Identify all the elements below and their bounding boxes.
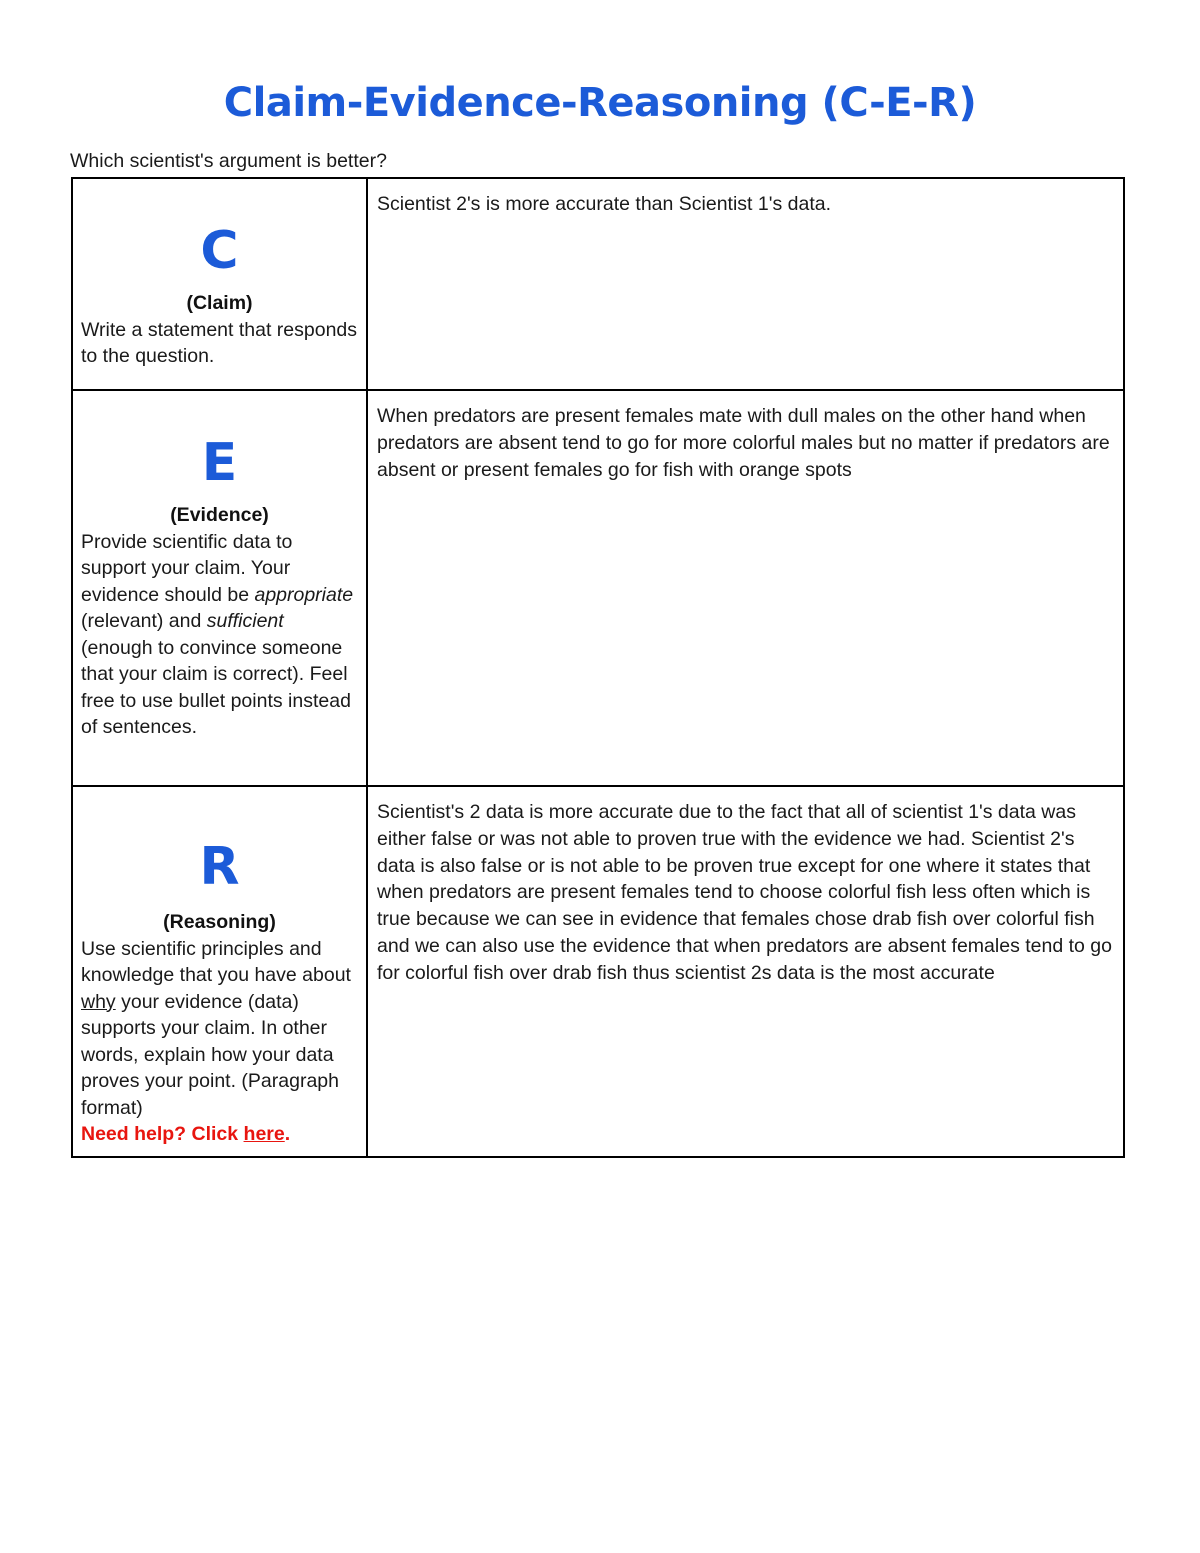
evidence-label-cell — [72, 390, 367, 786]
reasoning-letter: R — [199, 837, 240, 897]
claim-label: (Claim) — [186, 292, 253, 314]
evidence-row — [72, 390, 1124, 786]
reasoning-answer[interactable]: Scientist's 2 data is more accurate due to the fact that all of scientist 1's data was either false or was not able to proven true with the evidence we had. Scientist 2's data is also false or is not able to be proven true except for one where it states that when predators are present females tend to choose colorful fish less often which is true because we can see in evidence that females chose drab fish over colorful fish and we can also use the evidence that when predators are absent females tend to go for colorful fish over drab fish thus scientist 2s data is the most accurate — [377, 801, 1112, 984]
evidence-desc-part2: (relevant) and — [81, 610, 207, 632]
claim-label-cell — [72, 178, 367, 390]
claim-answer[interactable]: Scientist 2's is more accurate than Scientist 1's data. — [377, 193, 831, 215]
reasoning-desc-part2: your evidence (data) supports your claim. In other words, explain how your data proves your point. (Paragraph format) — [81, 990, 339, 1119]
claim-answer-cell[interactable] — [367, 178, 1124, 390]
evidence-desc-appropriate: appropriate — [254, 583, 354, 606]
claim-description: Write a statement that responds to the question. — [81, 318, 358, 367]
reasoning-answer-cell[interactable] — [367, 786, 1124, 1157]
reasoning-label: (Reasoning) — [163, 911, 276, 933]
help-end: . — [284, 1123, 291, 1145]
claim-letter: C — [200, 221, 239, 281]
reasoning-desc-part1: Use scientific principles and knowledge that you have about — [81, 937, 351, 986]
reasoning-label-cell — [72, 786, 367, 1157]
page-title: Claim-Evidence-Reasoning (C-E-R) — [223, 80, 977, 126]
evidence-label: (Evidence) — [170, 504, 269, 526]
reasoning-desc-why: why — [81, 990, 116, 1013]
reasoning-row — [72, 786, 1124, 1157]
evidence-answer-cell[interactable] — [367, 390, 1124, 786]
cer-table — [71, 177, 1125, 1158]
evidence-desc-part1: Provide scientific data to support your claim. Your evidence should be — [81, 530, 293, 606]
help-link[interactable]: here — [243, 1123, 285, 1145]
claim-row — [72, 178, 1124, 390]
evidence-desc-part3: (enough to convince someone that your claim is correct). Feel free to use bullet points instead of sentences. — [81, 636, 351, 738]
evidence-letter: E — [201, 433, 238, 493]
evidence-desc-sufficient: sufficient — [206, 610, 284, 632]
help-line — [81, 1121, 358, 1148]
reasoning-description — [81, 936, 358, 1122]
evidence-answer[interactable]: When predators are present females mate with dull males on the other hand when predators are absent tend to go for more colorful males but no matter if predators are absent or present females go for fish with orange spots — [377, 405, 1110, 481]
question-text: Which scientist's argument is better? — [70, 150, 387, 172]
evidence-description — [81, 529, 358, 741]
help-text: Need help? Click — [81, 1123, 244, 1145]
